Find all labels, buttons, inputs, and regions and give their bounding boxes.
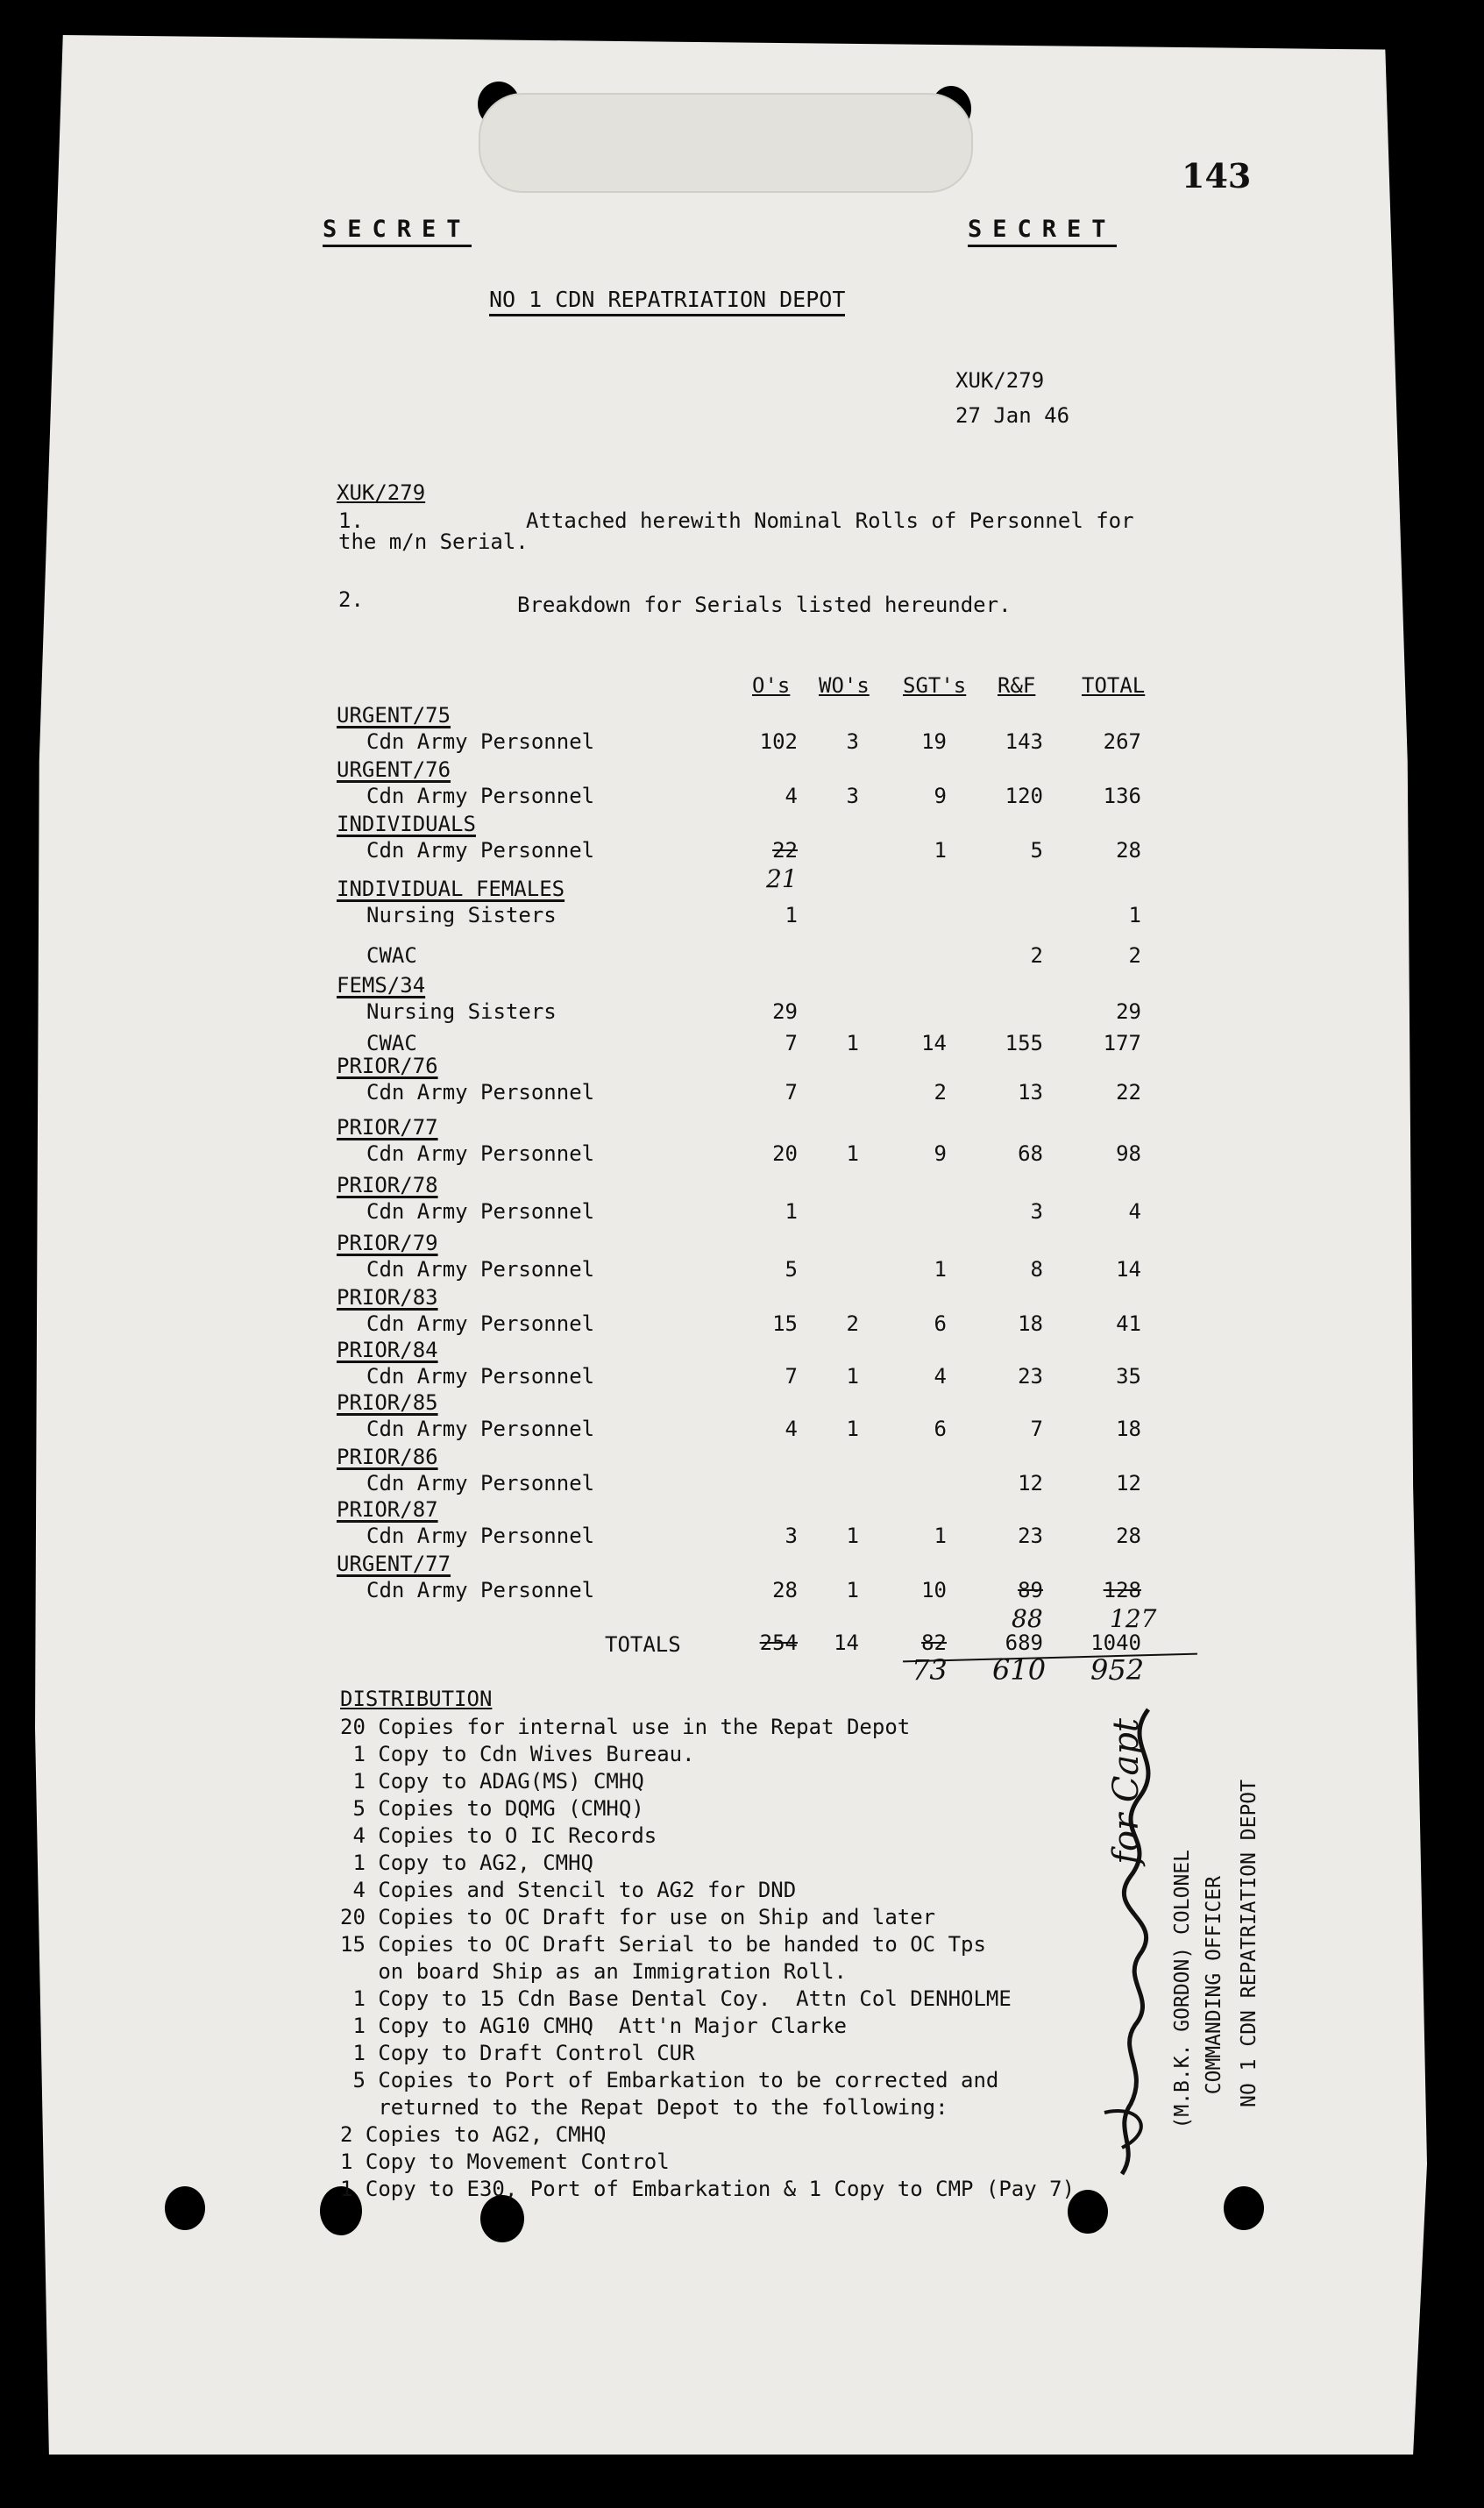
distribution-item: 1 Copy to AG10 CMHQ Att'n Major Clarke [340, 2014, 847, 2038]
punch-hole [1224, 2186, 1264, 2230]
cell-wos: 1 [846, 1031, 859, 1055]
cell-os: 22 [772, 838, 798, 863]
serial-heading: PRIOR/77 [337, 1115, 438, 1140]
distribution-item: 4 Copies and Stencil to AG2 for DND [340, 1878, 797, 1902]
serial-heading: INDIVIDUALS [337, 812, 476, 836]
distribution-item: on board Ship as an Immigration Roll. [340, 1959, 847, 1984]
para-1-text-2: the m/n Serial. [338, 529, 529, 554]
distribution-item: 20 Copies to OC Draft for use on Ship and later [340, 1905, 936, 1929]
cell-rf: 143 [1005, 729, 1043, 754]
cell-sgts: 9 [934, 1141, 947, 1166]
cell-rf: 155 [1005, 1031, 1043, 1055]
cell-sgts: 14 [921, 1031, 947, 1055]
signature-name: (M.B.K. GORDON) COLONEL [1171, 1850, 1194, 2129]
row-label: CWAC [366, 943, 417, 968]
totals-sgts: 82 [921, 1631, 947, 1655]
cell-os: 20 [772, 1141, 798, 1166]
distribution-item: 1 Copy to Cdn Wives Bureau. [340, 1742, 695, 1766]
distribution-item: 2 Copies to AG2, CMHQ [340, 2122, 607, 2147]
cell-total: 41 [1116, 1311, 1141, 1336]
cell-total: 98 [1116, 1141, 1141, 1166]
distribution-item: 1 Copy to E30, Port of Embarkation & 1 Copy to CMP (Pay 7) [340, 2177, 1076, 2201]
cell-total: 1 [1128, 903, 1141, 927]
row-label: Cdn Army Personnel [366, 1364, 595, 1389]
punch-hole [480, 2195, 524, 2242]
totals-rf-handwritten: 610 [992, 1653, 1047, 1687]
cell-sgts: 4 [934, 1364, 947, 1389]
page-number: 143 [1182, 156, 1252, 195]
cell-total: 4 [1128, 1199, 1141, 1224]
date: 27 Jan 46 [955, 403, 1070, 428]
punch-hole [165, 2186, 205, 2230]
cell-total: 29 [1116, 999, 1141, 1024]
unit-title: NO 1 CDN REPATRIATION DEPOT [489, 287, 845, 316]
cell-wos: 1 [846, 1364, 859, 1389]
distribution-item: 1 Copy to Draft Control CUR [340, 2041, 695, 2065]
totals-total-handwritten: 952 [1090, 1653, 1145, 1687]
cell-total: 128 [1103, 1578, 1141, 1602]
cell-os: 4 [785, 784, 798, 808]
cell-sgts: 1 [934, 838, 947, 863]
cell-os: 15 [772, 1311, 798, 1336]
distribution-item: 1 Copy to AG2, CMHQ [340, 1851, 593, 1875]
tape-strip [479, 93, 973, 193]
totals-os: 254 [759, 1631, 798, 1655]
cell-sgts: 9 [934, 784, 947, 808]
cell-rf: 23 [1018, 1524, 1043, 1548]
classification-right: SECRET [968, 216, 1117, 247]
row-label: Cdn Army Personnel [366, 1311, 595, 1336]
cell-rf: 68 [1018, 1141, 1043, 1166]
para-1-text: Attached herewith Nominal Rolls of Personnel for [526, 508, 1134, 533]
totals-total: 1040 [1090, 1631, 1141, 1655]
distribution-title: DISTRIBUTION [340, 1687, 493, 1711]
cell-total: 14 [1116, 1257, 1141, 1282]
cell-total: 22 [1116, 1080, 1141, 1105]
cell-total: 2 [1128, 943, 1141, 968]
cell-total: 18 [1116, 1417, 1141, 1441]
serial-heading: PRIOR/78 [337, 1173, 438, 1197]
cell-os: 7 [785, 1080, 798, 1105]
serial-heading: PRIOR/87 [337, 1497, 438, 1522]
cell-rf: 7 [1030, 1417, 1043, 1441]
reference: XUK/279 [955, 368, 1045, 393]
cell-rf-handwritten: 88 [1012, 1604, 1043, 1633]
totals-sgts-handwritten: 73 [912, 1653, 948, 1687]
cell-total: 136 [1103, 784, 1141, 808]
cell-os: 4 [785, 1417, 798, 1441]
row-label: Cdn Army Personnel [366, 1141, 595, 1166]
distribution-item: 20 Copies for internal use in the Repat Depot [340, 1715, 911, 1739]
column-header: O's [752, 673, 791, 698]
serial-heading: PRIOR/76 [337, 1054, 438, 1078]
serial-heading: URGENT/77 [337, 1552, 451, 1576]
cell-total: 28 [1116, 1524, 1141, 1548]
serial-heading: URGENT/75 [337, 703, 451, 728]
cell-rf: 5 [1030, 838, 1043, 863]
distribution-item: 15 Copies to OC Draft Serial to be handed to OC Tps [340, 1932, 986, 1957]
cell-rf: 2 [1030, 943, 1043, 968]
serial-heading: INDIVIDUAL FEMALES [337, 877, 565, 901]
cell-wos: 2 [846, 1311, 859, 1336]
distribution-item: 4 Copies to O IC Records [340, 1823, 657, 1848]
cell-wos: 1 [846, 1141, 859, 1166]
column-header: R&F [998, 673, 1036, 698]
row-label: CWAC [366, 1031, 417, 1055]
distribution-item: 1 Copy to ADAG(MS) CMHQ [340, 1769, 644, 1794]
cell-total-handwritten: 127 [1110, 1604, 1157, 1633]
cell-wos: 1 [846, 1524, 859, 1548]
cell-os: 5 [785, 1257, 798, 1282]
serial-heading: PRIOR/85 [337, 1390, 438, 1415]
cell-wos: 3 [846, 784, 859, 808]
cell-rf: 18 [1018, 1311, 1043, 1336]
cell-rf: 8 [1030, 1257, 1043, 1282]
distribution-item: 1 Copy to Movement Control [340, 2149, 670, 2174]
cell-os: 1 [785, 1199, 798, 1224]
cell-sgts: 1 [934, 1257, 947, 1282]
cell-sgts: 1 [934, 1524, 947, 1548]
row-label: Cdn Army Personnel [366, 1257, 595, 1282]
cell-rf: 3 [1030, 1199, 1043, 1224]
cell-rf: 23 [1018, 1364, 1043, 1389]
distribution-item: returned to the Repat Depot to the following: [340, 2095, 948, 2120]
serial-heading: PRIOR/84 [337, 1338, 438, 1362]
cell-sgts: 19 [921, 729, 947, 754]
row-label: Cdn Army Personnel [366, 1578, 595, 1602]
column-header: WO's [819, 673, 870, 698]
serial-heading: URGENT/76 [337, 757, 451, 782]
cell-wos: 1 [846, 1578, 859, 1602]
row-label: Cdn Army Personnel [366, 838, 595, 863]
cell-os: 7 [785, 1364, 798, 1389]
cell-total: 35 [1116, 1364, 1141, 1389]
cell-sgts: 6 [934, 1311, 947, 1336]
row-label: Cdn Army Personnel [366, 729, 595, 754]
cell-rf: 13 [1018, 1080, 1043, 1105]
cell-os: 29 [772, 999, 798, 1024]
signature-handwritten-note: for Capt [1106, 1718, 1147, 1865]
serial-heading: FEMS/34 [337, 973, 426, 998]
column-header: TOTAL [1082, 673, 1146, 698]
para-2-number: 2. [338, 587, 364, 612]
distribution-item: 5 Copies to Port of Embarkation to be corrected and [340, 2068, 999, 2092]
signature-unit: NO 1 CDN REPATRIATION DEPOT [1238, 1780, 1260, 2107]
cell-wos: 3 [846, 729, 859, 754]
distribution-item: 5 Copies to DQMG (CMHQ) [340, 1796, 644, 1821]
cell-os: 1 [785, 903, 798, 927]
cell-os: 7 [785, 1031, 798, 1055]
serial-heading: PRIOR/83 [337, 1285, 438, 1310]
totals-rf: 689 [1005, 1631, 1043, 1655]
row-label: Cdn Army Personnel [366, 1417, 595, 1441]
cell-os: 102 [759, 729, 798, 754]
serial-heading: PRIOR/79 [337, 1231, 438, 1255]
cell-sgts: 6 [934, 1417, 947, 1441]
row-label: Cdn Army Personnel [366, 1471, 595, 1496]
cell-rf: 120 [1005, 784, 1043, 808]
cell-total: 12 [1116, 1471, 1141, 1496]
cell-os: 3 [785, 1524, 798, 1548]
totals-wos: 14 [834, 1631, 859, 1655]
cell-total: 177 [1103, 1031, 1141, 1055]
row-label: Cdn Army Personnel [366, 1524, 595, 1548]
cell-sgts: 2 [934, 1080, 947, 1105]
cell-total: 267 [1103, 729, 1141, 754]
cell-os: 28 [772, 1578, 798, 1602]
cell-wos: 1 [846, 1417, 859, 1441]
cell-total: 28 [1116, 838, 1141, 863]
row-label: Cdn Army Personnel [366, 784, 595, 808]
totals-label: TOTALS [605, 1632, 681, 1657]
row-label: Cdn Army Personnel [366, 1199, 595, 1224]
serial-heading: PRIOR/86 [337, 1445, 438, 1469]
signature-appointment: COMMANDING OFFICER [1203, 1876, 1225, 2095]
classification-left: SECRET [323, 216, 472, 247]
distribution-item: 1 Copy to 15 Cdn Base Dental Coy. Attn Col DENHOLME [340, 1986, 1012, 2011]
reference-2: XUK/279 [337, 480, 426, 505]
row-label: Nursing Sisters [366, 999, 557, 1024]
row-label: Nursing Sisters [366, 903, 557, 927]
para-1-number: 1. [338, 508, 364, 533]
para-2-text: Breakdown for Serials listed hereunder. [517, 593, 1012, 617]
cell-sgts: 10 [921, 1578, 947, 1602]
cell-os-handwritten: 21 [766, 864, 798, 893]
row-label: Cdn Army Personnel [366, 1080, 595, 1105]
cell-rf: 12 [1018, 1471, 1043, 1496]
column-header: SGT's [903, 673, 967, 698]
cell-rf: 89 [1018, 1578, 1043, 1602]
